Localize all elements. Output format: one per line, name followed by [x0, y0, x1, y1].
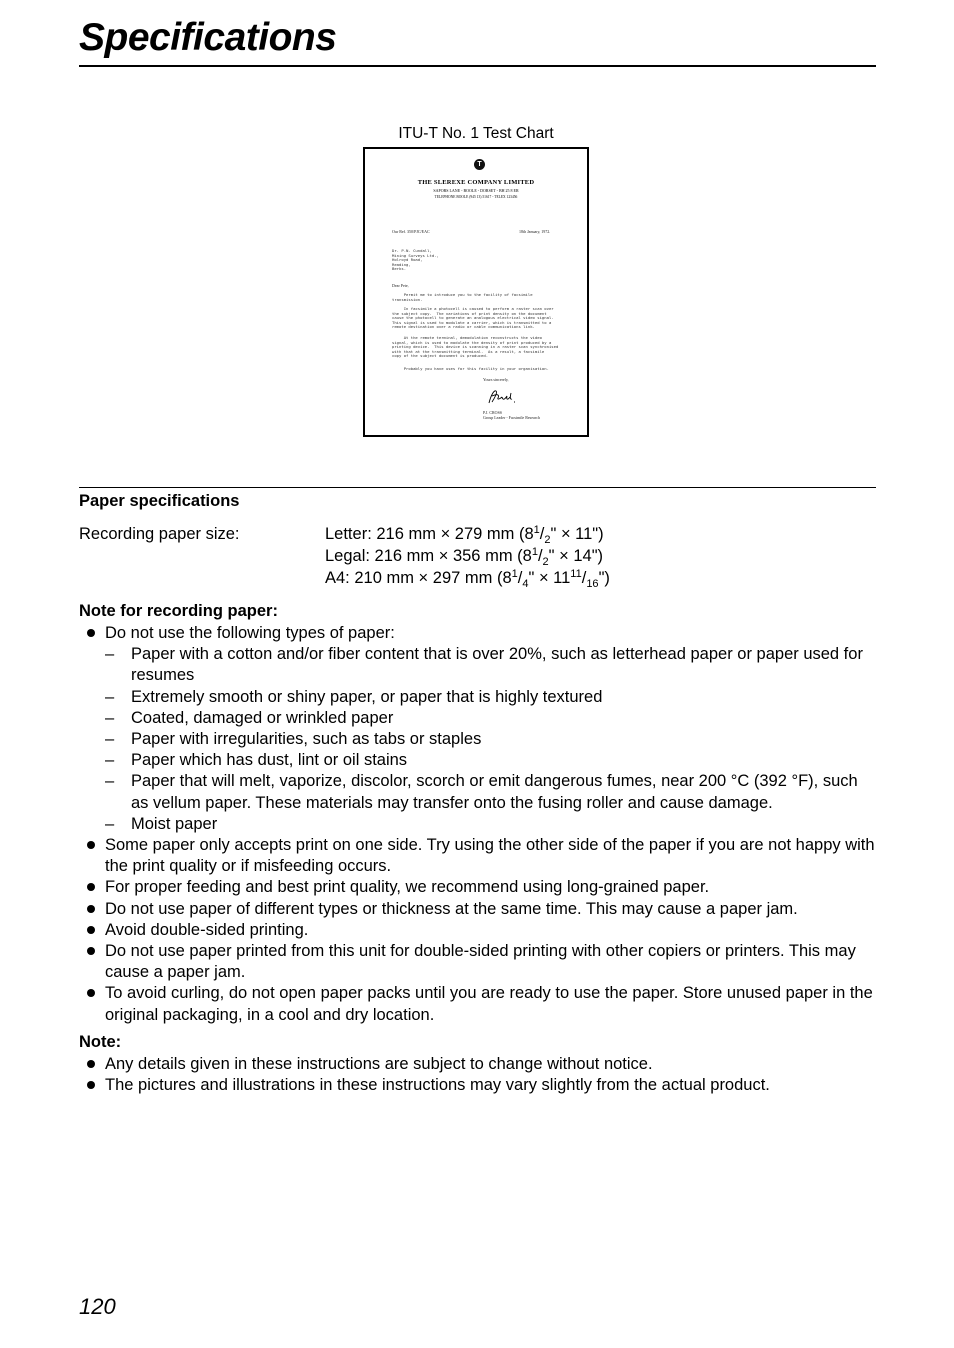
letter-paragraph-3: At the remote terminal, demodulation reconstructs the video signal, which is used to modulate the density of print produced by a printing device. This device is scanning in a raster scan synchronised with that at the transmitting terminal. As a result, a facsimile copy of the subject document is produced.: [392, 335, 559, 359]
bullet-icon: [87, 883, 95, 891]
paper-types-list: [105, 644, 876, 835]
dash-icon: –: [105, 772, 115, 791]
letter-recipient: Dr. P.N. Cundall, Mining Surveys Ltd., Holroyd Road, Reading, Berks.: [392, 248, 439, 272]
signature-icon: [485, 387, 519, 407]
dash-icon: –: [105, 814, 115, 833]
spec-legal-size: Legal: 216 mm × 356 mm ($8^1/_2$" × 14"): [325, 545, 604, 568]
recording-note-list: [79, 623, 876, 1026]
list-item: – Extremely smooth or shiny paper, or paper that is highly textured: [105, 687, 876, 708]
list-item: – Paper with irregularities, such as tabs or staples: [105, 729, 876, 750]
list-item: To avoid curling, do not open paper packs until you are ready to use the paper. Store unused paper in the original packaging, in a cool and dry location.: [79, 983, 876, 1025]
bullet-icon: [87, 947, 95, 955]
letter-paragraph-4: Probably you have uses for this facility in your organisation.: [392, 366, 549, 371]
list-item: Do not use the following types of paper: – Paper with a cotton and/or fiber content that is over 20%, such as letterhead paper or paper used for resumes – Extremely smooth or shiny paper, or paper that is highly textured – Coated, damaged or wrinkled paper – Paper with irregularities, such as tabs or staples – Paper which has dust, lint or oil stains – Paper that will melt, vaporize, discolor, scorch or emit dangerous fumes, near 200 °C (392 °F), such as vellum paper. These materials may transfer onto the fusing roller and cause damage. – Moist paper: [79, 623, 876, 835]
dash-icon: –: [105, 730, 115, 749]
list-item: – Coated, damaged or wrinkled paper: [105, 708, 876, 729]
bullet-icon: [87, 1081, 95, 1089]
title-divider: [79, 65, 876, 67]
dash-icon: –: [105, 645, 115, 664]
bullet-icon: [87, 1060, 95, 1068]
list-item: – Paper that will melt, vaporize, discolor, scorch or emit dangerous fumes, near 200 °C (392 °F), such as vellum paper. These materials may transfer onto the fusing roller and cause damage.: [105, 772, 858, 812]
paper-specs-heading: Paper specifications: [79, 492, 240, 510]
letter-closing: Yours sincerely,: [483, 377, 509, 382]
list-item: The pictures and illustrations in these instructions may vary slightly from the actual product.: [79, 1075, 876, 1096]
letter-ref: Our Ref. 350/PJC/EAC: [392, 229, 430, 234]
bullet-icon: [87, 926, 95, 934]
list-item: Avoid double-sided printing.: [79, 920, 876, 941]
bullet-icon: [87, 989, 95, 997]
list-item: – Paper which has dust, lint or oil stains: [105, 750, 876, 771]
bullet-icon: [87, 629, 95, 637]
company-logo-icon: T: [474, 159, 485, 170]
list-item: Do not use paper of different types or thickness at the same time. This may cause a paper jam.: [79, 899, 876, 920]
spec-letter-size: Letter: 216 mm × 279 mm ($8^1/_2$" × 11"): [325, 523, 604, 546]
page-number: 120: [79, 1294, 116, 1319]
list-item: – Moist paper: [105, 814, 876, 835]
general-note-heading: Note:: [79, 1033, 122, 1051]
letter-company-name: THE SLEREXE COMPANY LIMITED: [417, 179, 535, 186]
section-divider: [79, 487, 876, 488]
list-item: Do not use paper printed from this unit for double-sided printing with other copiers or printers. This may cause a paper jam.: [79, 941, 876, 983]
letter-telephone: TELEPHONE BOOLE (945 13) 51617 - TELEX 123456: [434, 195, 518, 199]
letter-paragraph-1: Permit me to introduce you to the facility of facsimile transmission.: [392, 292, 533, 302]
letter-salutation: Dear Pete,: [392, 283, 409, 288]
bullet-icon: [87, 841, 95, 849]
test-chart-image: [363, 147, 589, 437]
figure-caption: ITU-T No. 1 Test Chart: [398, 125, 554, 142]
list-item: – Paper with a cotton and/or fiber content that is over 20%, such as letterhead paper or paper used for resumes: [105, 645, 863, 685]
recording-note-heading: Note for recording paper:: [79, 602, 278, 620]
list-item: Any details given in these instructions are subject to change without notice.: [79, 1054, 876, 1075]
recording-paper-size-label: Recording paper size:: [79, 525, 240, 543]
bullet-icon: [87, 905, 95, 913]
dash-icon: –: [105, 687, 115, 706]
dash-icon: –: [105, 708, 115, 727]
dash-icon: –: [105, 751, 115, 770]
letter-sign-title: Group Leader - Facsimile Research: [483, 415, 540, 420]
letter-address: SAPORS LANE - BOOLE - DORSET - BH 25 8 ER: [433, 188, 519, 193]
letter-sign-name: P.J. CROSS: [483, 410, 503, 415]
letter-date: 18th January, 1972.: [519, 229, 551, 234]
letter-paragraph-2: In facsimile a photocell is caused to perform a raster scan over the subject copy. The variations of print density on the document cause the photocell to generate an analogous electrical video signal. This signal is used to modulate a carrier, which is transmitted to a remote destination over a radio or cable communications link.: [392, 306, 554, 330]
list-item: For proper feeding and best print quality, we recommend using long-grained paper.: [79, 877, 876, 898]
spec-a4-size: A4: 210 mm × 297 mm ($8^1/_4$" × $11^{11}/_{16}$"): [325, 567, 610, 590]
list-item: Some paper only accepts print on one side. Try using the other side of the paper if you are not happy with the print quality or if misfeeding occurs.: [79, 835, 876, 877]
general-note-list: [79, 1054, 876, 1096]
page-title: Specifications: [79, 16, 337, 59]
